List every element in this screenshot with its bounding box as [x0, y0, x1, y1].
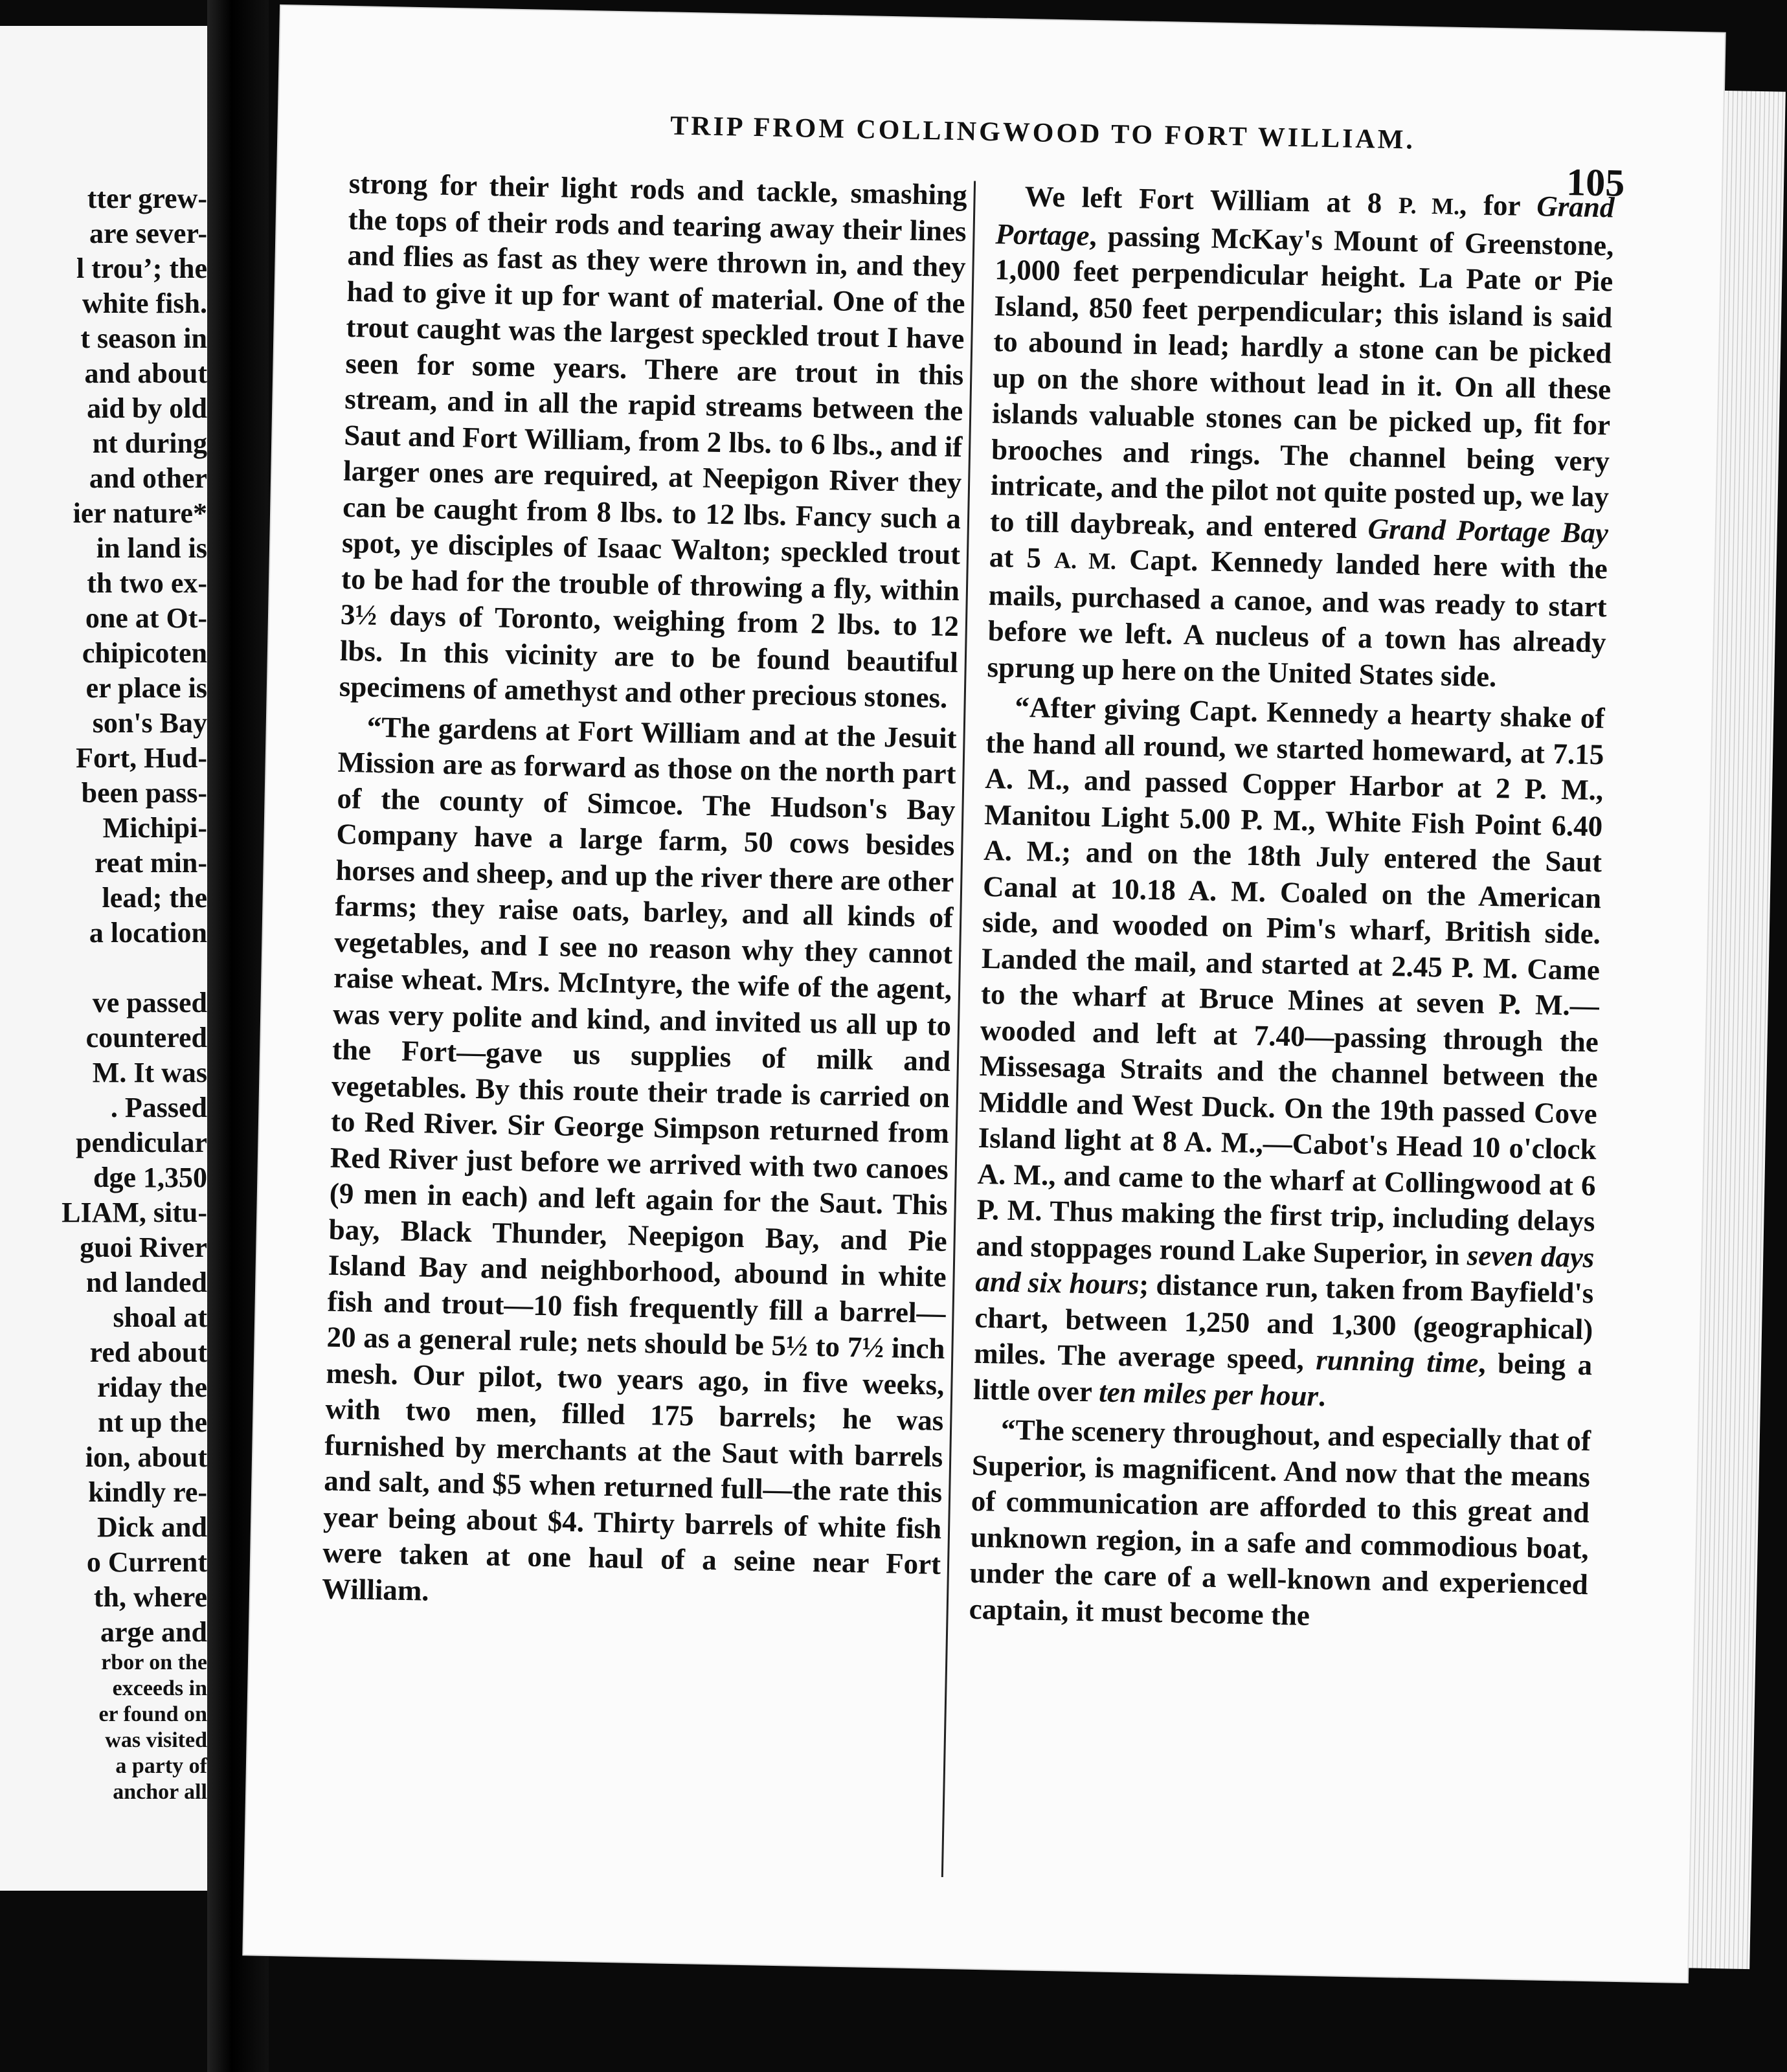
text-run: , being a little over: [972, 1346, 1593, 1408]
previous-page-line: nd landed: [85, 1267, 207, 1298]
emphasis: running time: [1315, 1343, 1479, 1379]
previous-page-line: and other: [89, 462, 207, 494]
previous-page-line: in land is: [96, 532, 207, 564]
previous-page-line: nt during: [92, 427, 207, 459]
previous-page-line: guoi River: [80, 1232, 207, 1263]
text-run: .: [1318, 1379, 1326, 1412]
previous-page-line: one at Ot-: [85, 602, 207, 634]
paragraph: “The gardens at Fort William and at the Jesuit Mission are as forward as those on the north part of the county of Simcoe. The Hudson's Bay Company have a large farm, 50 cows besides horses and sheep, and up the river there are other farms; they raise oats, barley, and all kinds of vegetables, and I see no reason why they cannot raise wheat. Mrs. McIntyre, the wife of the agent, was very polite and kind, and invited us all up to the Fort—gave us supplies of milk and vegetables. By this route their trade is carried on to Red River. Sir George Simpson returned from Red River just before we arrived with two canoes (9 men in each) and left again for the Saut. This bay, Black Thunder, Neepigon Bay, and Pie Island Bay and neighborhood, abound in white fish and trout—10 fish frequently fill a barrel—20 as a general rule; nets should be 5½ to 7½ inch mesh. Our pilot, two years ago, in five weeks, with two men, filled 175 barrels; he was furnished by merchants at the Saut with barrels and salt, and $5 when returned full—the rate this year being about $4. Thirty barrels of white fish were taken at one haul of a seine near Fort William.: [321, 710, 958, 1607]
previous-page-line: rbor on the: [101, 1650, 207, 1674]
previous-page-line: red about: [89, 1336, 207, 1368]
previous-page-line: ve passed: [92, 987, 207, 1019]
text-run: We left Fort William at 8: [1024, 179, 1399, 220]
emphasis: ten miles per hour: [1098, 1375, 1319, 1412]
time-abbrev: A. M.: [1053, 546, 1117, 574]
previous-page-line: countered: [85, 1022, 207, 1053]
previous-page-line: th, where: [93, 1581, 207, 1613]
previous-page-line: dge 1,350: [93, 1162, 207, 1193]
text-run: , for: [1459, 188, 1537, 223]
text-run: at 5: [989, 541, 1055, 574]
paragraph: strong for their light rods and tackle, smashing the tops of their rods and tearing away their lines and flies as fast as they were thrown in, and they had to give it up for want of material. One of the trout caught was the largest speckled trout I have seen for some years. There are trout in this stream, and in all the rapid streams between the Saut and Fort William, from 2 lbs. to 6 lbs., and if larger ones are required, at Neepigon River they can be caught from 8 lbs. to 12 lbs. Fancy such a spot, ye disciples of Isaac Walton; speckled trout to be had for the trouble of throwing a fly, within 3½ days of Toronto, weighing from 2 lbs. to 12 lbs. In this vicinity are to be found beautiful specimens of amethyst and other precious stones.: [339, 166, 968, 714]
previous-page-line: arge and: [100, 1616, 207, 1648]
previous-page-line: Fort, Hud-: [76, 742, 207, 774]
emphasis: seven days and six hours: [974, 1238, 1595, 1301]
paragraph: [973, 689, 1605, 1419]
time-abbrev: P. M.: [1398, 192, 1460, 220]
right-column: [969, 178, 1615, 1643]
previous-page-line: are sever-: [89, 218, 207, 249]
previous-page-line: [62, 951, 207, 985]
previous-page-line: er found on: [98, 1702, 207, 1726]
previous-page-line: been pass-: [81, 777, 207, 809]
previous-page-line: anchor all: [113, 1780, 207, 1804]
text-run: ; distance run, taken from Bayfield's chart, between 1,250 and 1,300 (geographical) miles. The average speed,: [973, 1268, 1594, 1376]
paragraph: [987, 178, 1615, 697]
previous-page-line: ier nature*: [73, 497, 207, 529]
previous-page-line: tter grew-: [87, 183, 207, 214]
running-head: TRIP FROM COLLINGWOOD TO FORT WILLIAM.: [669, 111, 1416, 155]
previous-page-line: riday the: [97, 1371, 207, 1403]
previous-page-line: Michipi-: [102, 812, 207, 844]
previous-page-line: t season in: [80, 322, 207, 354]
previous-page-line: ion, about: [85, 1441, 207, 1473]
previous-page-line: chipicoten: [82, 637, 207, 669]
left-column: [322, 166, 968, 1623]
previous-page-line: reat min-: [95, 847, 207, 879]
text-run: “After giving Capt. Kennedy a hearty shake of the hand all round, we started homeward, at 7.15 A. M., and passed Copper Harbor at 2 P. M., Manitou Light 5.00 P. M., White Fish Point 6.40 A. M.; and on the 18th July entered the Saut Canal at 10.18 A. M. Coaled on the American side, and wooded on Pim's wharf, British side. Landed the mail, and started at 2.45 P. M. Came to the wharf at Bruce Mines at seven P. M.—wooded and left at 7.40—passing through the Missesaga Straits and the channel between the Middle and West Duck. On the 19th passed Cove Island light at 8 A. M.,—Cabot's Head 10 o'clock A. M., and came to the wharf at Collingwood at 6 P. M. Thus making the first trip, including delays and stoppages round Lake Superior, in: [976, 690, 1605, 1271]
previous-page-line: a party of: [115, 1754, 207, 1778]
previous-page-line: . Passed: [110, 1092, 207, 1123]
previous-page-line: M. It was: [92, 1057, 207, 1088]
previous-page-line: a location: [89, 917, 207, 949]
previous-page-line: l trou’; the: [76, 253, 207, 284]
previous-page-line: Dick and: [97, 1511, 207, 1543]
previous-page-line: exceeds in: [112, 1676, 207, 1700]
previous-page-line: nt up the: [98, 1406, 207, 1438]
place-name: Grand Portage Bay: [1367, 512, 1609, 549]
page-number: 105: [1566, 161, 1625, 205]
previous-page-line: kindly re-: [88, 1476, 207, 1508]
book-page: [243, 6, 1724, 1982]
previous-page-line: th two ex-: [87, 567, 207, 599]
previous-page-line: son's Bay: [92, 707, 207, 739]
text-run: Capt. Kennedy landed here with the mails, purchased a canoe, and was ready to start before we left. A nucleus of a town has already sprung up here on the United States side.: [987, 543, 1608, 693]
previous-page-line: lead; the: [102, 882, 207, 914]
previous-page-line: o Current: [86, 1546, 207, 1578]
paragraph: “The scenery throughout, and especially that of Superior, is magnificent. And now that the means of communication are afforded to this great and unknown region, in a safe and commodious boat, under the care of a well-known and experienced captain, it must become the: [969, 1413, 1591, 1632]
previous-page-line: aid by old: [87, 392, 207, 424]
text-run: , passing McKay's Mount of Greenstone, 1,000 feet perpendicular height. La Pate or Pie Island, 850 feet perpendicular; this island is said to abound in lead; hardly a stone can be picked up on the shore without lead in it. On all these islands valuable stones can be picked up, fit for brooches and rings. The channel being very intricate, and the pilot not quite posted up, we lay to till daybreak, and entered: [989, 219, 1614, 545]
place-name: Grand Portage: [995, 190, 1615, 252]
previous-page-text: [62, 181, 207, 1805]
previous-page-line: white fish.: [82, 287, 207, 319]
previous-page-line: shoal at: [113, 1301, 207, 1333]
previous-page-line: er place is: [85, 672, 207, 704]
previous-page-line: and about: [84, 357, 207, 389]
previous-page-line: was visited: [105, 1728, 207, 1752]
previous-page-line: LIAM, situ-: [62, 1197, 207, 1228]
previous-page-strip: [0, 26, 214, 1891]
previous-page-line: pendicular: [76, 1127, 207, 1158]
